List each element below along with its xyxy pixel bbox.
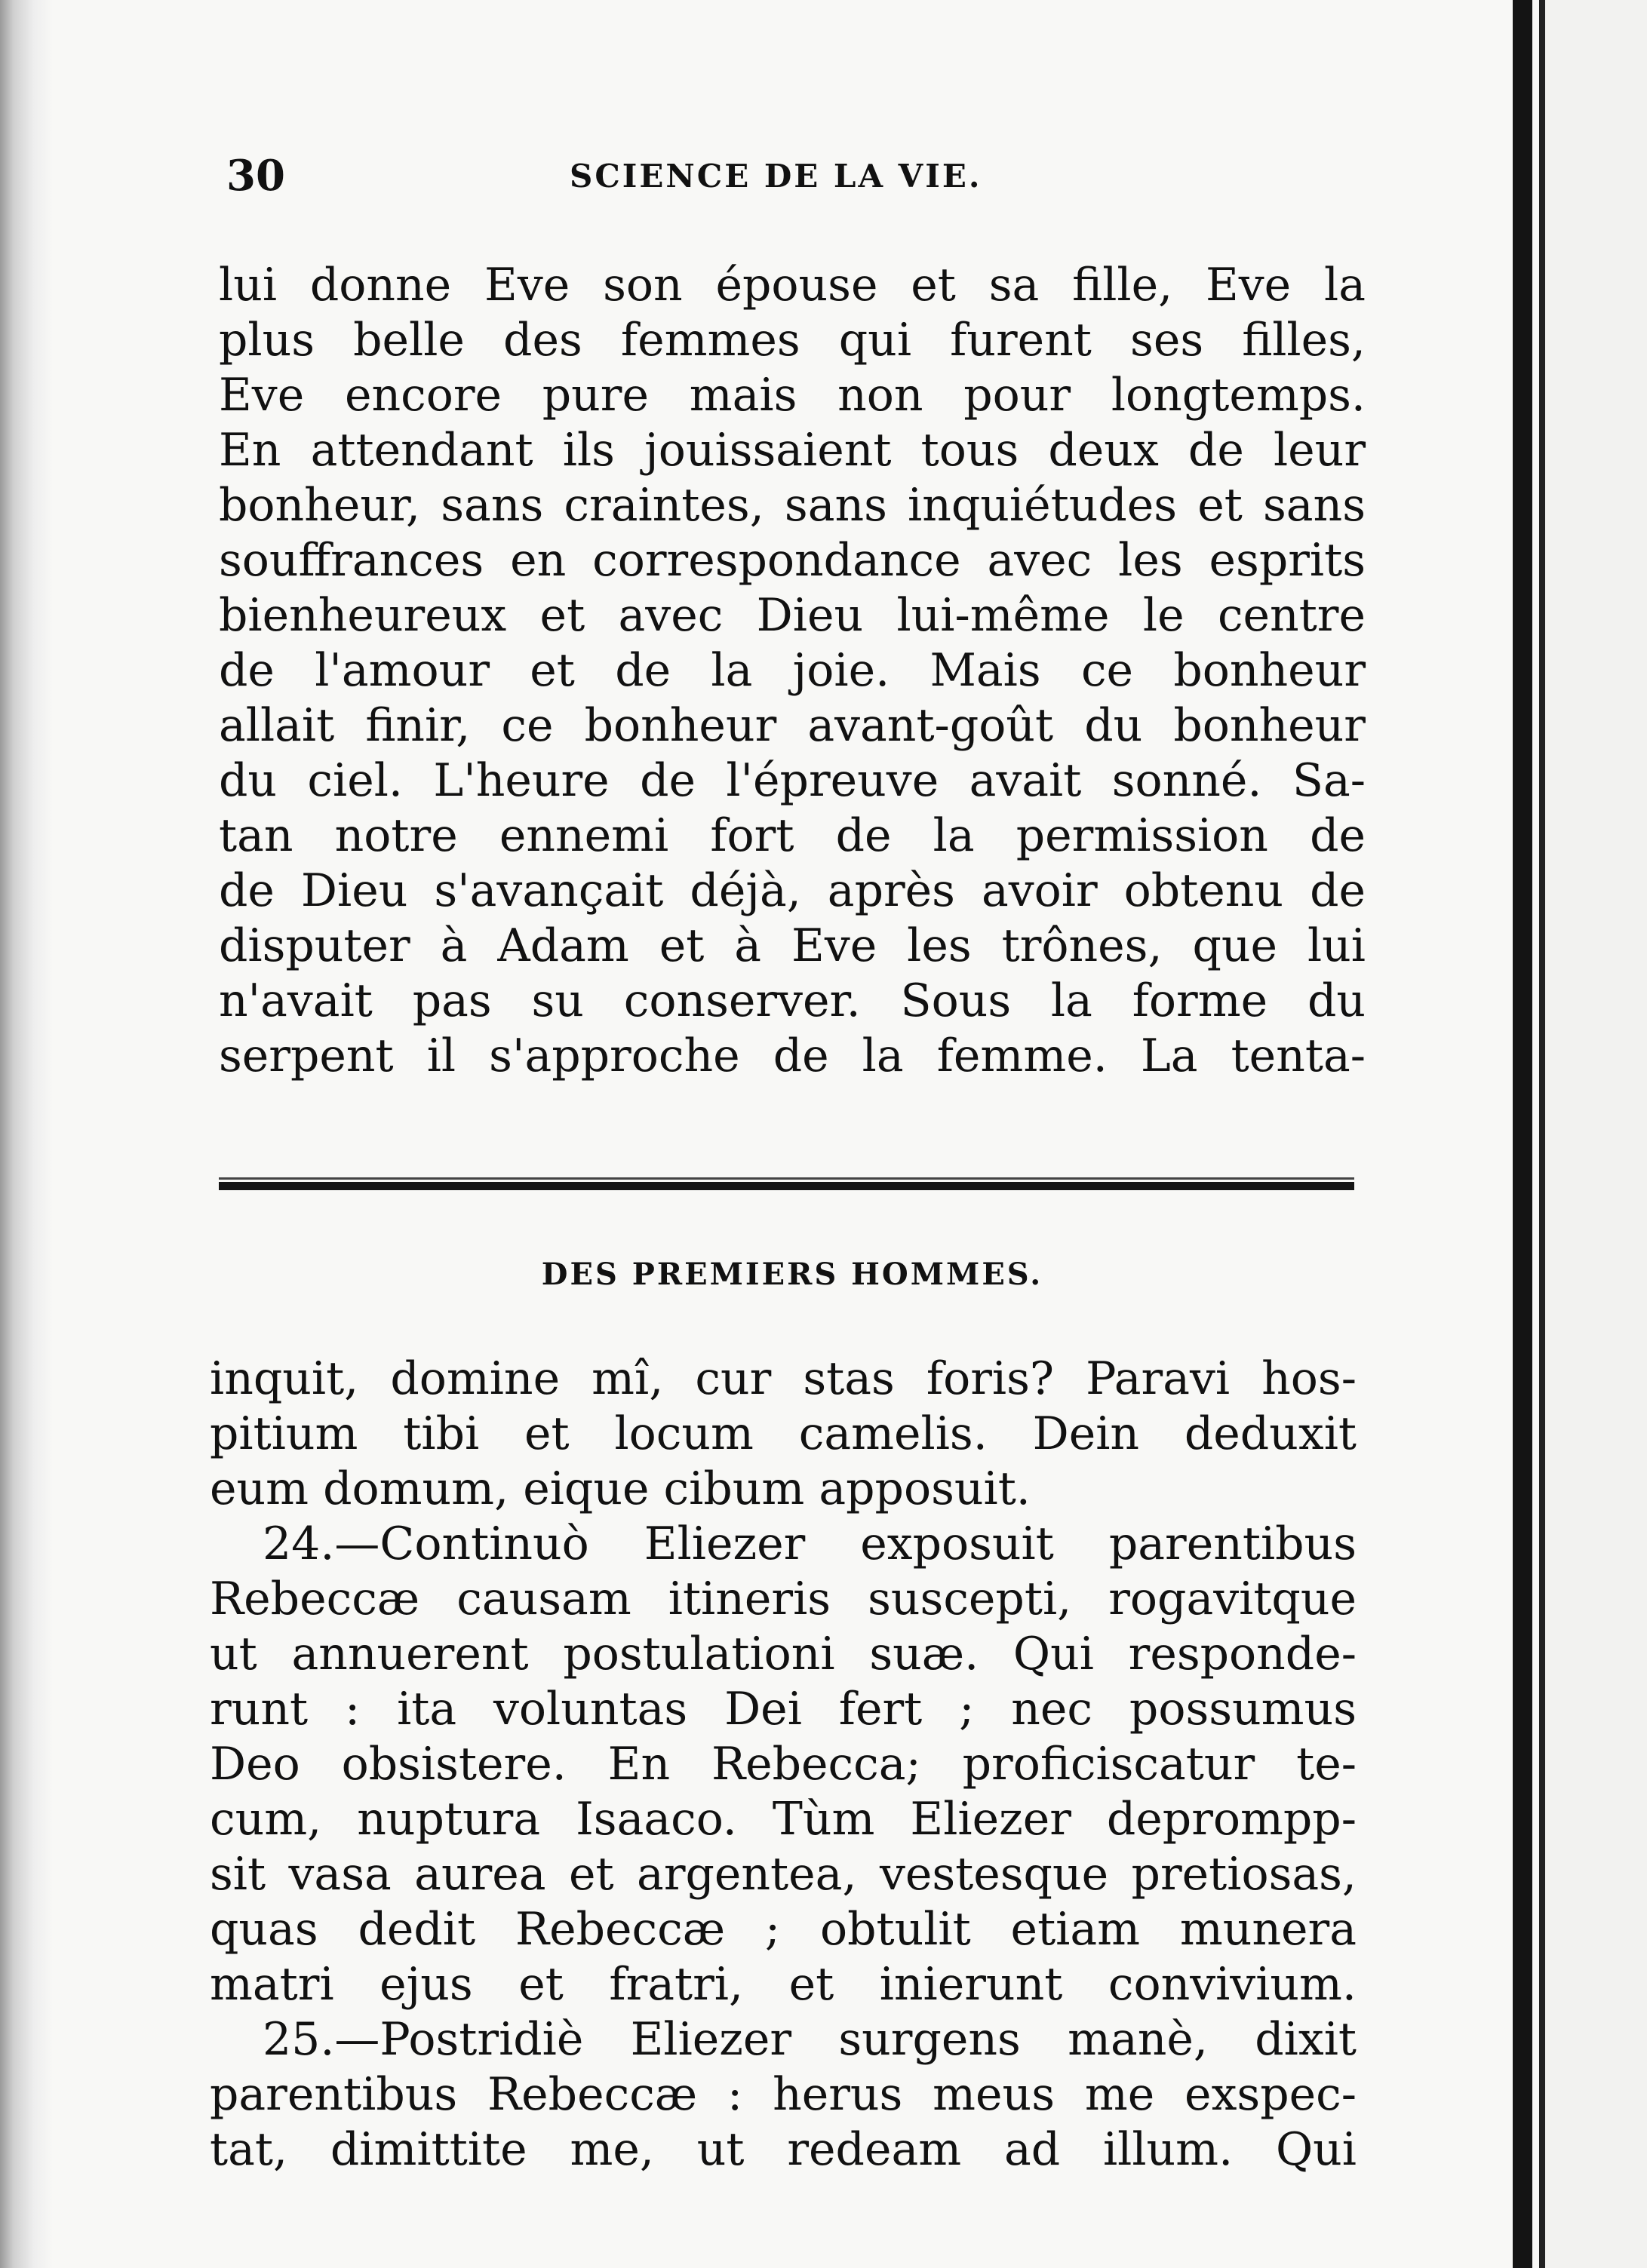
page-left-edge [0,0,53,2268]
text-line: Eve encore pure mais non pour longtemps. [219,369,1366,422]
text-line: bienheureux et avec Dieu lui-même le centre [219,589,1366,642]
running-head [226,149,1373,202]
adjacent-page-edge [1545,0,1647,2268]
text-line: 25.—Postridiè Eliezer surgens manè, dixit [263,2013,1357,2066]
text-line: tan notre ennemi fort de la permission de [219,809,1366,862]
text-line: lui donne Eve son épouse et sa fille, Eve la [219,259,1366,312]
text-line: parentibus Rebeccæ : herus meus me exspec- [210,2068,1357,2121]
text-line: runt : ita voluntas Dei fert ; nec possumus [210,1683,1357,1736]
section-rule [219,1182,1354,1190]
page-number: 30 [226,151,285,201]
text-line: inquit, domine mî, cur stas foris? Paravi hos- [210,1352,1357,1405]
running-title: SCIENCE DE LA VIE. [570,158,982,195]
section-rule-thin [219,1177,1354,1180]
text-line: ut annuerent postulationi suæ. Qui responde- [210,1628,1357,1680]
text-line: de Dieu s'avançait déjà, après avoir obtenu de [219,864,1366,917]
text-line: disputer à Adam et à Eve les trônes, que lui [219,919,1366,972]
text-line: quas dedit Rebeccæ ; obtulit etiam munera [210,1903,1357,1956]
upper-text-block [219,258,1366,1084]
text-line: de l'amour et de la joie. Mais ce bonheur [219,644,1366,697]
text-line: allait finir, ce bonheur avant-goût du bonheur [219,699,1366,752]
text-line: bonheur, sans craintes, sans inquiétudes et sans [219,479,1366,532]
lower-text-block [210,1352,1357,2177]
text-line: tat, dimittite me, ut redeam ad illum. Qui [210,2123,1357,2176]
text-line: eum domum, eique cibum apposuit. [210,1462,1031,1515]
text-line: cum, nuptura Isaaco. Tùm Eliezer deprompp- [210,1793,1357,1846]
text-line: n'avait pas su conserver. Sous la forme du [219,974,1366,1027]
text-line: 24.—Continuò Eliezer exposuit parentibus [263,1518,1357,1570]
section-heading: DES PREMIERS HOMMES. [541,1257,1043,1292]
text-line: pitium tibi et locum camelis. Dein deduxit [210,1407,1357,1460]
text-line: serpent il s'approche de la femme. La tenta- [219,1030,1366,1082]
text-line: En attendant ils jouissaient tous deux de leur [219,424,1366,477]
page-gutter-line [1539,0,1545,2268]
text-line: sit vasa aurea et argentea, vestesque pretiosas, [210,1848,1357,1901]
text-line: du ciel. L'heure de l'épreuve avait sonné. Sa- [219,754,1366,807]
page-gutter-shadow [1513,0,1532,2268]
text-line: matri ejus et fratri, et inierunt convivium. [210,1958,1357,2011]
text-line: souffrances en correspondance avec les esprits [219,534,1366,587]
text-line: plus belle des femmes qui furent ses filles, [219,314,1366,367]
text-line: Deo obsistere. En Rebecca; proficiscatur te- [210,1738,1357,1791]
text-line: Rebeccæ causam itineris suscepti, rogavitque [210,1573,1357,1625]
